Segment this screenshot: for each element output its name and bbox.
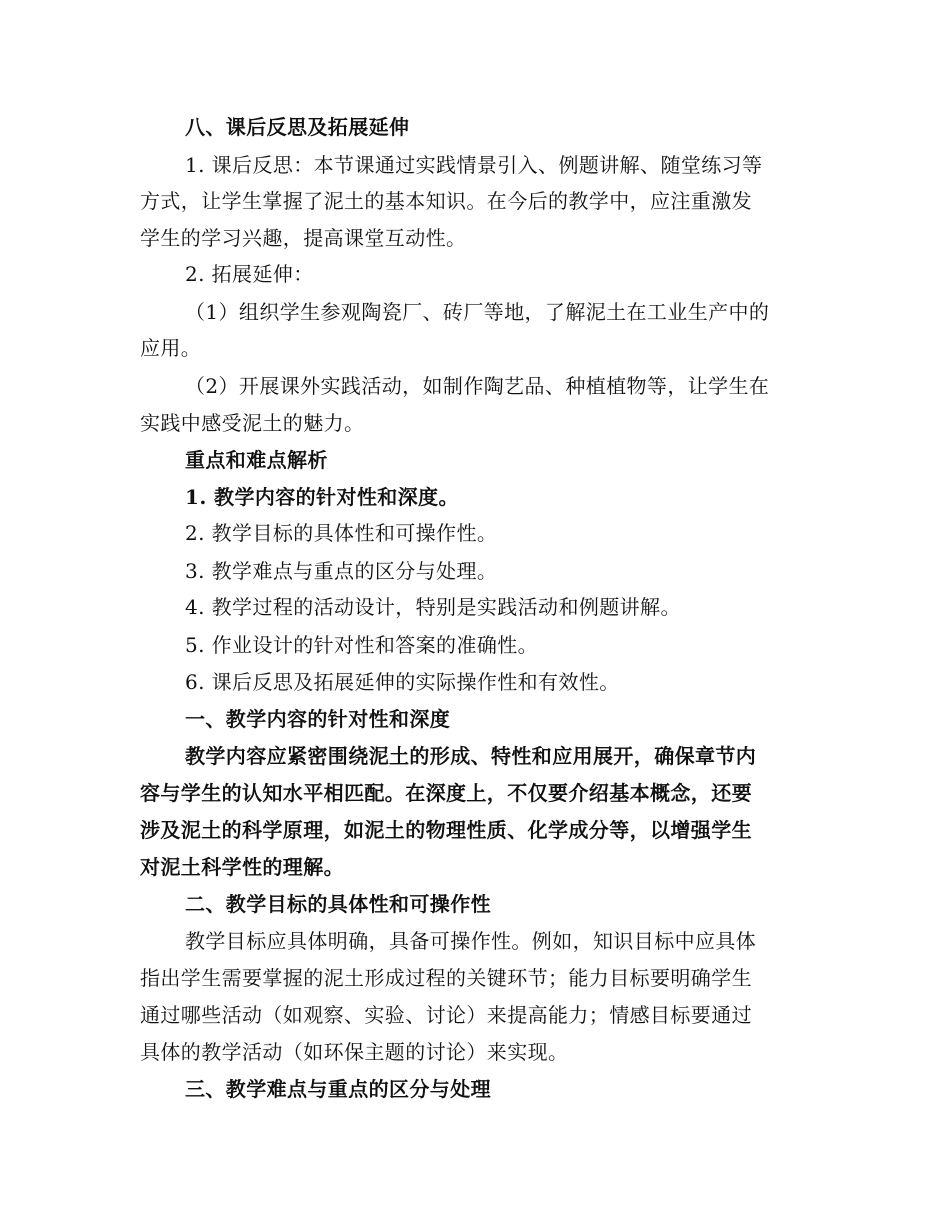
- list-item: 2. 教学目标的具体性和可操作性。: [185, 521, 498, 545]
- paragraph-line: 对泥土科学性的理解。: [140, 855, 344, 879]
- list-item: 6. 课后反思及拓展延伸的实际操作性和有效性。: [185, 670, 620, 694]
- paragraph-line: （2）开展课外实践活动，如制作陶艺品、种植植物等，让学生在: [185, 374, 770, 398]
- section-heading-key-points: 重点和难点解析: [185, 448, 328, 472]
- section-heading-reflection: 八、课后反思及拓展延伸: [185, 115, 410, 139]
- list-item: 4. 教学过程的活动设计，特别是实践活动和例题讲解。: [185, 595, 681, 619]
- paragraph-line: （1）组织学生参观陶瓷厂、砖厂等地，了解泥土在工业生产中的: [185, 300, 770, 324]
- paragraph-line: 通过哪些活动（如观察、实验、讨论）来提高能力；情感目标要通过: [140, 1003, 752, 1027]
- list-item: 5. 作业设计的针对性和答案的准确性。: [185, 633, 539, 657]
- paragraph-line: 教学目标应具体明确，具备可操作性。例如，知识目标中应具体: [185, 929, 757, 953]
- paragraph-line: 涉及泥土的科学原理，如泥土的物理性质、化学成分等，以增强学生: [140, 818, 752, 842]
- paragraph-line: 方式，让学生掌握了泥土的基本知识。在今后的教学中，应注重激发: [140, 189, 752, 213]
- paragraph-line: 教学内容应紧密围绕泥土的形成、特性和应用展开，确保章节内: [185, 744, 757, 768]
- paragraph-line: 具体的教学活动（如环保主题的讨论）来实现。: [140, 1040, 569, 1064]
- paragraph-line: 1. 课后反思：本节课通过实践情景引入、例题讲解、随堂练习等: [185, 153, 763, 177]
- paragraph-line: 应用。: [140, 336, 202, 360]
- paragraph-line: 容与学生的认知水平相匹配。在深度上，不仅要介绍基本概念，还要: [140, 781, 752, 805]
- paragraph-line: 实践中感受泥土的魅力。: [140, 411, 365, 435]
- section-heading-three: 三、教学难点与重点的区分与处理: [185, 1077, 491, 1101]
- section-heading-two: 二、教学目标的具体性和可操作性: [185, 892, 491, 916]
- section-heading-one: 一、教学内容的针对性和深度: [185, 707, 451, 731]
- list-item: 1. 教学内容的针对性和深度。: [185, 485, 459, 509]
- paragraph-line: 2. 拓展延伸：: [185, 262, 314, 286]
- list-item: 3. 教学难点与重点的区分与处理。: [185, 559, 498, 583]
- paragraph-line: 指出学生需要掌握的泥土形成过程的关键环节；能力目标要明确学生: [140, 966, 752, 990]
- paragraph-line: 学生的学习兴趣，提高课堂互动性。: [140, 226, 467, 250]
